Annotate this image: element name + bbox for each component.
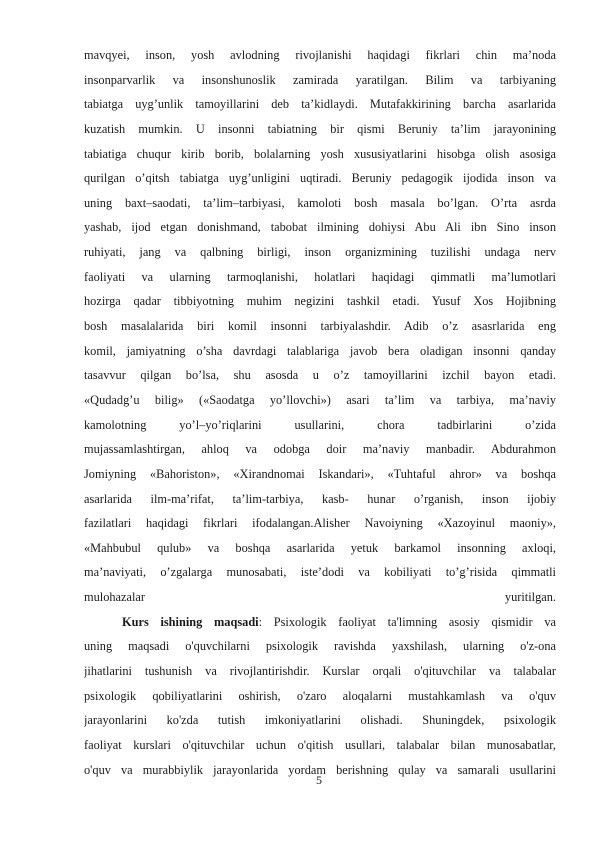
text-line: tabiatga uyg’unlik tamoyillarini deb ta’kidlaydi. Mutafakkirining barcha asarlarida: [84, 97, 556, 112]
text-line: mujassamlashtirgan, ahloq va odobga doir ma’naviy manbadir. Abdurahmon: [84, 442, 556, 457]
section-label: Kurs ishining maqsadi: [122, 614, 259, 629]
body-text: [84, 43, 556, 782]
text-line: kamolotning yo’l–yo’riqlarini usullarini, chora tadbirlarini o’zida: [84, 417, 556, 432]
page-number: 5: [316, 773, 322, 787]
text-line: psixologik qobiliyatlarini oshirish, o'zaro aloqalarni mustahkamlash va o'quv: [84, 688, 556, 703]
text-line: ruhiyati, jang va qalbning birligi, inson organizmining tuzilishi undaga nerv: [84, 245, 556, 260]
text-line: Jomiyning «Bahoriston», «Xirandnomai Iskandari», «Tuhtaful ahror» va boshqa: [84, 466, 556, 481]
text-fragment: : Psixologik faoliyat ta'limning asosiy qismidir va: [258, 614, 556, 629]
text-line: kuzatish mumkin. U insonni tabiatning bir qismi Beruniy ta’lim jarayonining: [84, 121, 556, 136]
text-line: faoliyati va ularning tarmoqlanishi, holatlari haqidagi qimmatli ma’lumotlari: [84, 269, 556, 284]
text-line: jarayonlarini ko'zda tutish imkoniyatlarini olishadi. Shuningdek, psixologik: [84, 713, 556, 728]
text-line: komil, jamiyatning o’sha davrdagi talablariga javob bera oladigan insonni qanday: [84, 343, 556, 358]
text-line: faoliyat kurslari o'qituvchilar uchun o'qitish usullari, talabalar bilan munosabatlar,: [84, 737, 556, 752]
text-line: ma’naviyati, o’zgalarga munosabati, iste’dodi va kobiliyati to’g’risida qimmatli: [84, 565, 556, 580]
text-line: insonparvarlik va insonshunoslik zamirada yaratilgan. Bilim va tarbiyaning: [84, 72, 556, 87]
text-line: jihatlarini tushunish va rivojlantirishdir. Kurslar orqali o'qituvchilar va talabalar: [84, 664, 556, 679]
text-line: fazilatlari haqidagi fikrlari ifodalangan.Alisher Navoiyning «Xazoyinul maoniy»,: [84, 516, 556, 531]
text-line: qurilgan o’qitsh tabiatga uyg’unligini uqtiradi. Beruniy pedagogik ijodida inson va: [84, 171, 556, 186]
text-line: mulohazalar yuritilgan.: [84, 590, 556, 605]
text-line: asarlarida ilm-ma’rifat, ta’lim-tarbiya, kasb- hunar o’rganish, inson ijobiy: [84, 491, 556, 506]
text-line: «Qudadg’u bilig» («Saodatga yo’llovchi») asari ta’lim va tarbiya, ma’naviy: [84, 392, 556, 407]
text-line: uning baxt–saodati, ta’lim–tarbiyasi, kamoloti bosh masala bo’lgan. O’rta asrda: [84, 195, 556, 210]
text-line: mavqyei, inson, yosh avlodning rivojlanishi haqidagi fikrlari chin ma’noda: [84, 48, 556, 62]
paragraph-first-line: [84, 610, 556, 635]
text-line: tasavvur qilgan bo’lsa, shu asosda u o’z tamoyillarini izchil bayon etadi.: [84, 368, 556, 383]
text-line: «Mahbubul qulub» va boshqa asarlarida yetuk barkamol insonning axloqi,: [84, 540, 556, 555]
text-line: o'quv va murabbiylik jarayonlarida yordam berishning qulay va samarali usullarini: [84, 762, 556, 777]
text-line: uning maqsadi o'quvchilarni psixologik ravishda yaxshilash, ularning o'z-ona: [84, 639, 556, 654]
text-line: bosh masalalarida biri komil insonni tarbiyalashdir. Adib o’z asasrlarida eng: [84, 319, 556, 334]
text-line: hozirga qadar tibbiyotning muhim negizini tashkil etadi. Yusuf Xos Hojibning: [84, 294, 556, 309]
text-line: yashab, ijod etgan donishmand, tabobat ilmining dohiysi Abu Ali ibn Sino inson: [84, 220, 556, 235]
text-line: tabiatiga chuqur kirib borib, bolalarning yosh xususiyatlarini hisobga olish asosiga: [84, 146, 556, 161]
